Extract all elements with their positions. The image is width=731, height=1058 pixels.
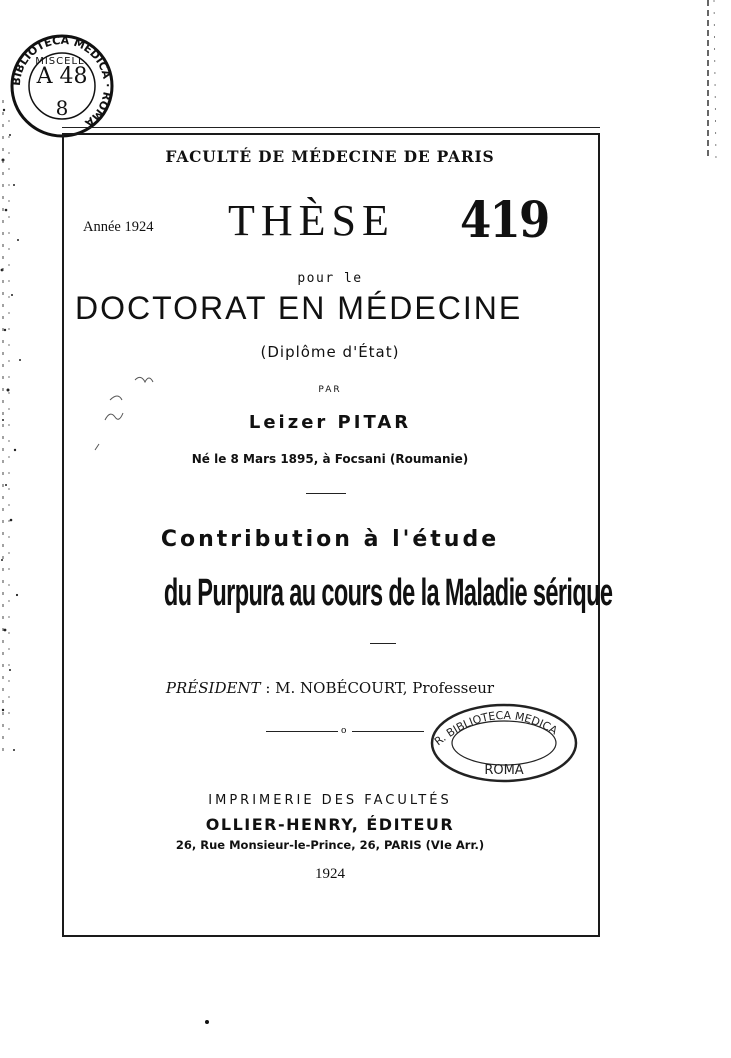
thesis-title-line2: du Purpura au cours de la Maladie sérique [163, 572, 613, 614]
publisher-name: OLLIER-HENRY, ÉDITEUR [205, 815, 455, 834]
author-birth: Né le 8 Mars 1895, à Focsani (Roumanie) [191, 452, 469, 466]
ink-spot [205, 1020, 209, 1024]
author-name: Leizer PITAR [248, 412, 412, 433]
divider-rule [306, 493, 346, 494]
these-title: THÈSE [228, 196, 395, 245]
jury-president [62, 679, 598, 697]
svg-text:BIBLIOTECA MEDICA · ROMA: BIBLIOTECA MEDICA · ROMA [9, 33, 114, 130]
pour-le-text: pour le [297, 271, 363, 286]
stamp-shelf-number: 8 [55, 96, 69, 120]
printer-name: IMPRIMERIE DES FACULTÉS [208, 793, 452, 808]
handwritten-note-icon [85, 340, 175, 470]
divider-rule [266, 731, 338, 732]
president-label: PRÉSIDENT [165, 679, 261, 697]
thesis-title-line1: Contribution à l'étude [160, 527, 500, 552]
diploma-subtitle: (Diplôme d'État) [260, 343, 400, 361]
thesis-number: 419 [460, 190, 549, 249]
par-label: PAR [318, 385, 342, 395]
president-value: : M. NOBÉCOURT, Professeur [265, 679, 495, 697]
stamp-miscell-label: MISCELL. [35, 56, 89, 67]
page-edge-noise [0, 90, 42, 770]
svg-text:R. BIBLIOTECA MEDICA: R. BIBLIOTECA MEDICA [431, 708, 560, 749]
stamp-shelf-mark: A 48 [36, 64, 88, 89]
divider-rule [352, 731, 424, 732]
stamp-city: ROMA [484, 763, 524, 778]
frame-top-rule [62, 127, 600, 128]
divider-ornament: o [341, 726, 347, 736]
publisher-address: 26, Rue Monsieur-le-Prince, 26, PARIS (VIe Arr.) [175, 838, 485, 852]
library-stamp-oval-icon [428, 700, 580, 786]
page-edge-noise-right [706, 0, 731, 160]
year-label: Année 1924 [83, 219, 154, 235]
degree-title: DOCTORAT EN MÉDECINE [75, 290, 523, 326]
imprint-year: 1924 [315, 866, 345, 882]
faculty-heading: FACULTÉ DE MÉDECINE DE PARIS [165, 147, 495, 166]
divider-rule [370, 643, 396, 644]
